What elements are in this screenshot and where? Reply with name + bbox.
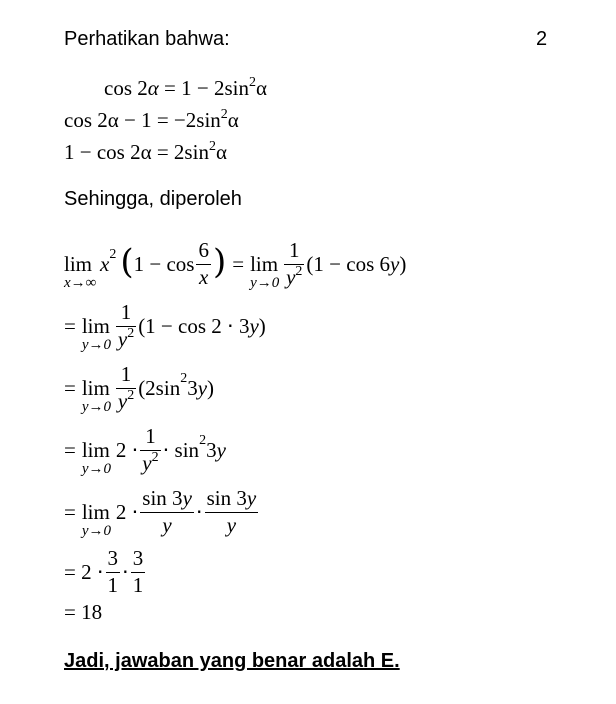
fraction-denominator: y xyxy=(286,264,296,289)
left-paren: ( xyxy=(120,242,134,282)
x-var: x xyxy=(100,251,110,276)
equals-sign: = xyxy=(64,375,76,400)
step-2 xyxy=(64,298,266,354)
limit-y-to-0 xyxy=(250,251,280,291)
identity-1-end: α xyxy=(255,76,267,100)
step-7-result: = 18 xyxy=(64,600,103,624)
lim-subscript: y→0 xyxy=(81,522,112,539)
coefficient-two: 2 ⋅ xyxy=(115,499,139,524)
identity-1-left: cos 2 xyxy=(104,76,148,100)
lim-label: lim xyxy=(81,437,110,462)
coefficient-two: 2 ⋅ xyxy=(115,437,139,462)
fraction-numerator: 1 xyxy=(140,425,160,450)
fraction-denominator: y xyxy=(162,512,172,537)
identity-3-end: α xyxy=(215,140,227,164)
limit-x-to-inf xyxy=(64,251,97,291)
tail-y: y xyxy=(197,375,208,400)
lim-subscript: y→0 xyxy=(81,336,112,353)
limit-y-to-0 xyxy=(81,313,112,353)
tail-expression: (2sin xyxy=(138,375,181,400)
lim-subscript: y→0 xyxy=(81,460,112,477)
step-1 xyxy=(64,236,406,292)
numerator-y: y xyxy=(246,486,257,511)
fraction-denominator: x xyxy=(199,264,209,289)
equals-sign: = xyxy=(64,437,76,462)
tail-y: y xyxy=(249,313,259,338)
right-paren: ) xyxy=(212,242,227,282)
fraction-numerator: 3 xyxy=(131,547,146,572)
fraction-numerator: 1 xyxy=(116,363,136,388)
one-minus-cos: 1 − cos xyxy=(133,251,195,276)
fraction-numerator: sin 3 xyxy=(142,486,183,511)
equals-sign: = xyxy=(232,251,245,276)
denominator-square: 2 xyxy=(295,263,303,279)
denominator-square: 2 xyxy=(127,387,135,403)
tail-y: y xyxy=(216,437,226,462)
dot-operator: ⋅ xyxy=(195,499,203,524)
lim-subscript: x→∞ xyxy=(64,274,97,291)
identity-2-square: 2 xyxy=(220,107,228,122)
identity-line-1 xyxy=(104,75,267,100)
fraction-6-over-x xyxy=(196,239,211,288)
fraction-numerator: 6 xyxy=(196,239,211,264)
identity-2-left: cos 2α − 1 = −2sin xyxy=(64,108,221,132)
tail-expression: (1 − cos 2 ⋅ 3 xyxy=(138,313,250,338)
limit-y-to-0 xyxy=(81,375,112,415)
lim-label: lim xyxy=(81,375,110,400)
tail-close: ) xyxy=(207,375,215,400)
transition-text: Sehingga, diperoleh xyxy=(64,188,242,210)
fraction-denominator: y xyxy=(117,388,128,413)
limit-y-to-0 xyxy=(81,499,112,539)
identity-line-2 xyxy=(64,107,239,132)
dot-operator: ⋅ xyxy=(122,559,129,584)
fraction-3-over-1-b xyxy=(131,547,146,596)
equals-two-dot: = 2 ⋅ xyxy=(64,559,104,584)
fraction-1-over-y2 xyxy=(116,301,136,350)
equals-sign: = xyxy=(64,499,76,524)
fraction-1-over-y2 xyxy=(116,363,136,412)
fraction-sin3y-over-y-1 xyxy=(140,487,194,536)
numerator-y: y xyxy=(182,486,192,511)
intro-text: Perhatikan bahwa: xyxy=(64,28,230,50)
x-square: 2 xyxy=(109,247,117,262)
lim-label: lim xyxy=(81,313,110,338)
fraction-denominator: y xyxy=(117,326,128,351)
step-5 xyxy=(64,482,260,542)
fraction-3-over-1-a xyxy=(106,547,121,596)
fraction-numerator: 3 xyxy=(106,547,121,572)
identity-1-square: 2 xyxy=(248,75,256,90)
fraction-sin3y-over-y-2 xyxy=(205,487,259,536)
lim-label: lim xyxy=(250,251,279,276)
fraction-numerator: 1 xyxy=(116,301,136,326)
fraction-denominator: 1 xyxy=(107,572,119,597)
identity-1-alpha: α xyxy=(147,76,159,100)
tail-expression: (1 − cos 6 xyxy=(306,251,390,276)
step-3 xyxy=(64,360,214,416)
fraction-denominator: y xyxy=(226,512,237,537)
denominator-square: 2 xyxy=(151,449,159,465)
identity-line-3 xyxy=(64,139,227,164)
fraction-denominator: y xyxy=(142,450,152,475)
equals-sign: = xyxy=(64,313,76,338)
fraction-denominator: 1 xyxy=(132,572,144,597)
sin-square: 2 xyxy=(180,371,188,386)
tail-close: ) xyxy=(258,313,266,338)
identity-1-right: = 1 − 2sin xyxy=(158,76,249,100)
tail-expression: 3 xyxy=(206,437,217,462)
lim-label: lim xyxy=(81,499,110,524)
sin-square: 2 xyxy=(199,433,207,448)
tail-close: ) xyxy=(399,251,407,276)
page-number: 2 xyxy=(536,28,548,50)
lim-subscript: y→0 xyxy=(81,398,112,415)
tail-y: y xyxy=(390,251,400,276)
identity-2-end: α xyxy=(227,108,239,132)
tail-expression-2: 3 xyxy=(187,375,198,400)
lim-subscript: y→0 xyxy=(250,274,280,291)
dot-sin: ⋅ sin xyxy=(162,437,200,462)
fraction-numerator: 1 xyxy=(284,239,304,264)
limit-y-to-0 xyxy=(81,437,112,477)
lim-label: lim xyxy=(64,251,93,276)
conclusion-text: Jadi, jawaban yang benar adalah E. xyxy=(64,650,400,672)
step-6 xyxy=(64,544,147,600)
step-4 xyxy=(64,422,226,478)
identity-3-left: 1 − cos 2α = 2sin xyxy=(64,140,209,164)
denominator-square: 2 xyxy=(127,325,135,341)
fraction-1-over-y2 xyxy=(140,425,160,474)
fraction-1-over-y2 xyxy=(284,239,304,288)
identity-3-square: 2 xyxy=(208,139,216,154)
fraction-numerator: sin 3 xyxy=(206,486,247,511)
